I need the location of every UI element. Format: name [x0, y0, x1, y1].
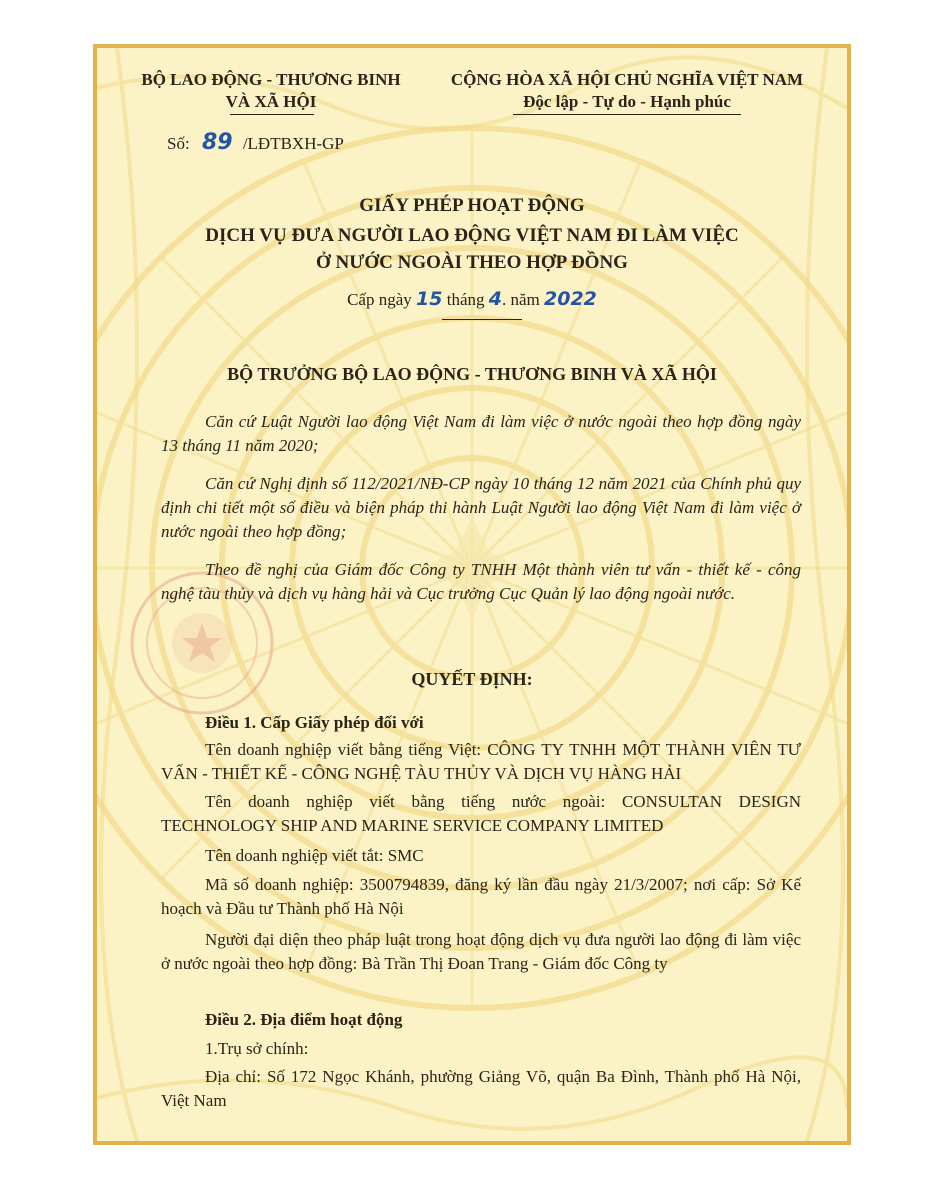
article1-tax-code: Mã số doanh nghiệp: 3500794839, đăng ký lần đầu ngày 21/3/2007; nơi cấp: Sở Kế hoạch và Đầu tư Thành phố Hà Nội: [161, 875, 801, 918]
date-label-month: tháng: [446, 290, 485, 309]
document-number: [167, 130, 344, 155]
article1-short-name: Tên doanh nghiệp viết tắt: SMC: [205, 846, 424, 865]
document-content: [97, 48, 847, 1141]
article1-heading: Điều 1. Cấp Giấy phép đối với: [205, 713, 424, 732]
ministry-underline: [230, 114, 314, 115]
ministry-name-line2: VÀ XÃ HỘI: [225, 92, 317, 111]
article1-name-vi: Tên doanh nghiệp viết bằng tiếng Việt: CÔNG TY TNHH MỘT THÀNH VIÊN TƯ VẤN - THIẾT KẾ - CÔNG NGHỆ TÀU THỦY VÀ DỊCH VỤ HÀNG HẢI: [161, 740, 801, 783]
date-year: 2022: [544, 288, 597, 310]
legal-basis-2: Căn cứ Nghị định số 112/2021/NĐ-CP ngày 10 tháng 12 năm 2021 của Chính phủ quy định chi tiết một số điều và biện pháp thi hành Luật Người lao động Việt Nam đi làm việc ở nước ngoài theo hợp đồng;: [161, 474, 801, 541]
date-label-day: Cấp ngày: [347, 290, 412, 309]
article2-address: Địa chỉ: Số 172 Ngọc Khánh, phường Giảng Võ, quận Ba Đình, Thành phố Hà Nội, Việt Nam: [161, 1067, 801, 1110]
date-month: 4: [488, 288, 502, 310]
national-motto: Độc lập - Tự do - Hạnh phúc: [523, 92, 731, 111]
date-underline: [442, 319, 522, 320]
title-line3: Ở NƯỚC NGOÀI THEO HỢP ĐỒNG: [316, 252, 628, 273]
number-handwritten: 89: [201, 130, 233, 155]
number-suffix: /LĐTBXH-GP: [242, 134, 344, 153]
document-frame: [93, 44, 851, 1145]
date-label-year: . năm: [501, 290, 540, 309]
legal-basis-3: Theo đề nghị của Giám đốc Công ty TNHH Một thành viên tư vấn - thiết kế - công nghệ tàu thủy và dịch vụ hàng hải và Cục trưởng Cục Quản lý lao động ngoài nước.: [161, 560, 801, 603]
title-line1: GIẤY PHÉP HOẠT ĐỘNG: [359, 195, 585, 216]
article2-hq-label: 1.Trụ sở chính:: [205, 1039, 309, 1058]
national-motto-header: [427, 69, 827, 113]
article2-heading: Điều 2. Địa điểm hoạt động: [205, 1010, 403, 1029]
national-title: CỘNG HÒA XÃ HỘI CHỦ NGHĨA VIỆT NAM: [450, 70, 804, 89]
decision-heading: QUYẾT ĐỊNH:: [411, 669, 533, 689]
motto-underline: [513, 114, 741, 115]
number-prefix: Số:: [167, 134, 190, 153]
minister-title: BỘ TRƯỞNG BỘ LAO ĐỘNG - THƯƠNG BINH VÀ XÃ HỘI: [227, 364, 717, 384]
article1-name-foreign: Tên doanh nghiệp viết bằng tiếng nước ngoài: CONSULTAN DESIGN TECHNOLOGY SHIP AND MARINE SERVICE COMPANY LIMITED: [161, 792, 801, 835]
title-line2: DỊCH VỤ ĐƯA NGƯỜI LAO ĐỘNG VIỆT NAM ĐI LÀM VIỆC: [205, 225, 739, 246]
date-day: 15: [416, 288, 443, 310]
legal-basis-1: Căn cứ Luật Người lao động Việt Nam đi làm việc ở nước ngoài theo hợp đồng ngày 13 tháng 11 năm 2020;: [161, 412, 801, 455]
ministry-header: [121, 69, 421, 113]
ministry-name-line1: BỘ LAO ĐỘNG - THƯƠNG BINH: [141, 70, 401, 89]
article1-representative: Người đại diện theo pháp luật trong hoạt động dịch vụ đưa người lao động đi làm việc ở nước ngoài theo hợp đồng: Bà Trần Thị Đoan Trang - Giám đốc Công ty: [161, 930, 801, 973]
issue-date: [97, 288, 847, 310]
